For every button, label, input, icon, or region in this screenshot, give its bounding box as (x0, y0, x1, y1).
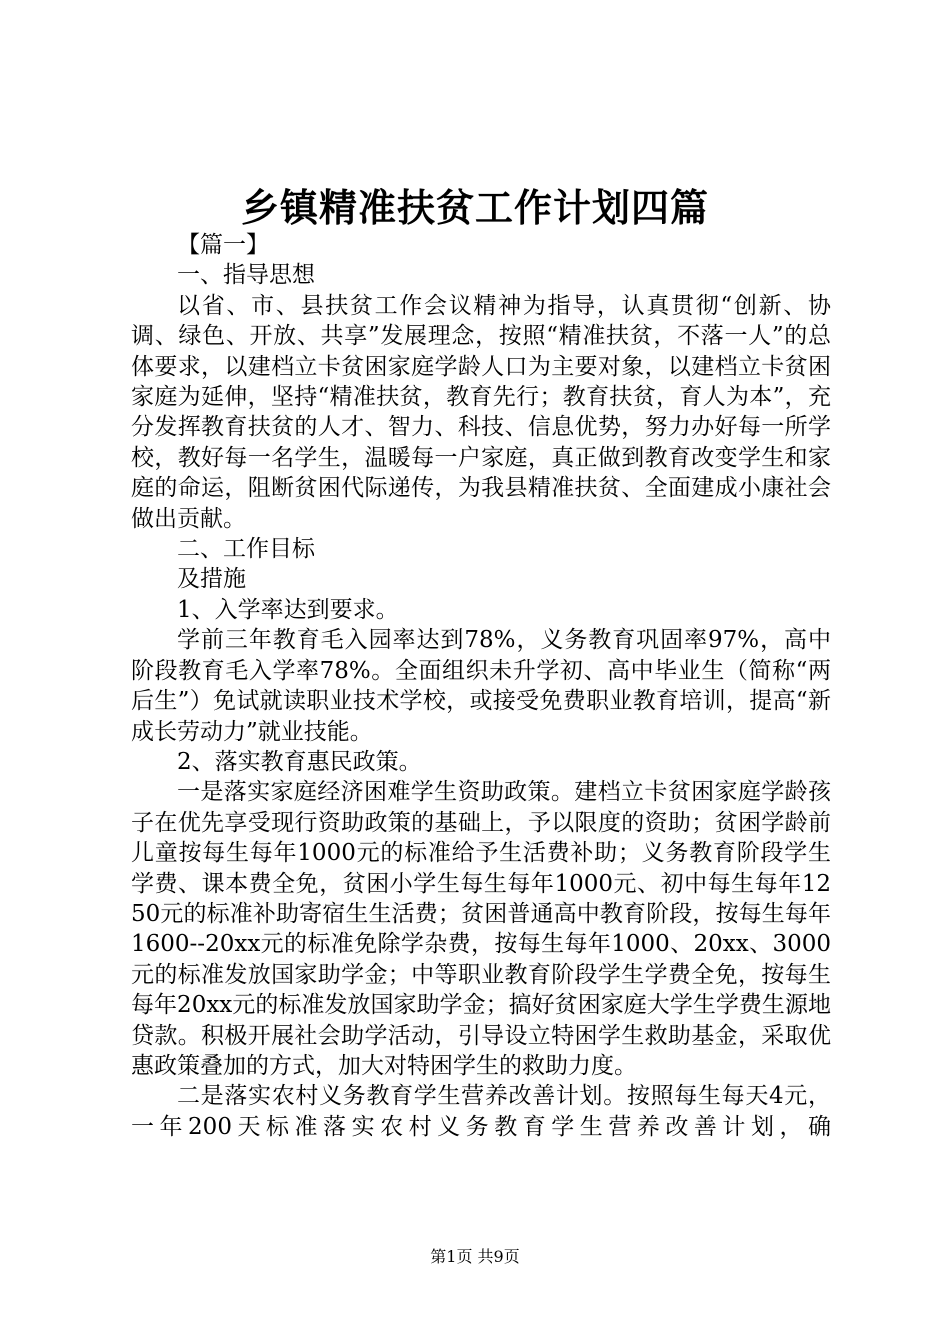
document-body (131, 230, 831, 1142)
page-footer: 第1页 共9页 (430, 1247, 520, 1266)
paragraph: 学前三年教育毛入园率达到78%，义务教育巩固率97%，高中阶段教育毛入学率78%。全面组织未升学初、高中毕业生（简称“两后生”）免试就读职业技术学校，或接受免费职业教育培训，提高“新成长劳动力”就业技能。 (131, 627, 831, 745)
paragraph: 及措施 (177, 566, 246, 593)
document-title: 乡镇精准扶贫工作计划四篇 (240, 186, 709, 230)
paragraph: 一是落实家庭经济困难学生资助政策。建档立卡贫困家庭学龄孩子在优先享受现行资助政策的基础上，予以限度的资助；贫困学龄前儿童按每生每年1000元的标准给予生活费补助；义务教育阶段学生学费、课本费全免，贫困小学生每生每年1000元、初中每生每年1250元的标准补助寄宿生生活费；贫困普通高中教育阶段，按每生每年1600--20xx元的标准免除学杂费，按每生每年1000、20xx、3000元的标准发放国家助学金；中等职业教育阶段学生学费全免，按每生每年20xx元的标准发放国家助学金；搞好贫困家庭大学生学费生源地贷款。积极开展社会助学活动，引导设立特困学生救助基金，采取优惠政策叠加的方式，加大对特困学生的救助力度。 (131, 779, 831, 1079)
paragraph: 【篇一】 (177, 232, 269, 258)
paragraph: 一、指导思想 (177, 262, 315, 289)
paragraph: 二是落实农村义务教育学生营养改善计划。按照每生每天4元，一年200天标准落实农村义务教育学生营养改善计划，确 (131, 1083, 831, 1140)
paragraph: 1、入学率达到要求。 (177, 596, 399, 623)
paragraph: 2、落实教育惠民政策。 (177, 748, 422, 775)
paragraph: 二、工作目标 (177, 536, 315, 563)
paragraph: 以省、市、县扶贫工作会议精神为指导，认真贯彻“创新、协调、绿色、开放、共享”发展理念，按照“精准扶贫，不落一人”的总体要求，以建档立卡贫困家庭学龄人口为主要对象，以建档立卡贫困家庭为延伸，坚持“精准扶贫，教育先行；教育扶贫，育人为本”，充分发挥教育扶贫的人才、智力、科技、信息优势，努力办好每一所学校，教好每一名学生，温暖每一户家庭，真正做到教育改变学生和家庭的命运，阻断贫困代际递传，为我县精准扶贫、全面建成小康社会做出贡献。 (131, 292, 831, 532)
